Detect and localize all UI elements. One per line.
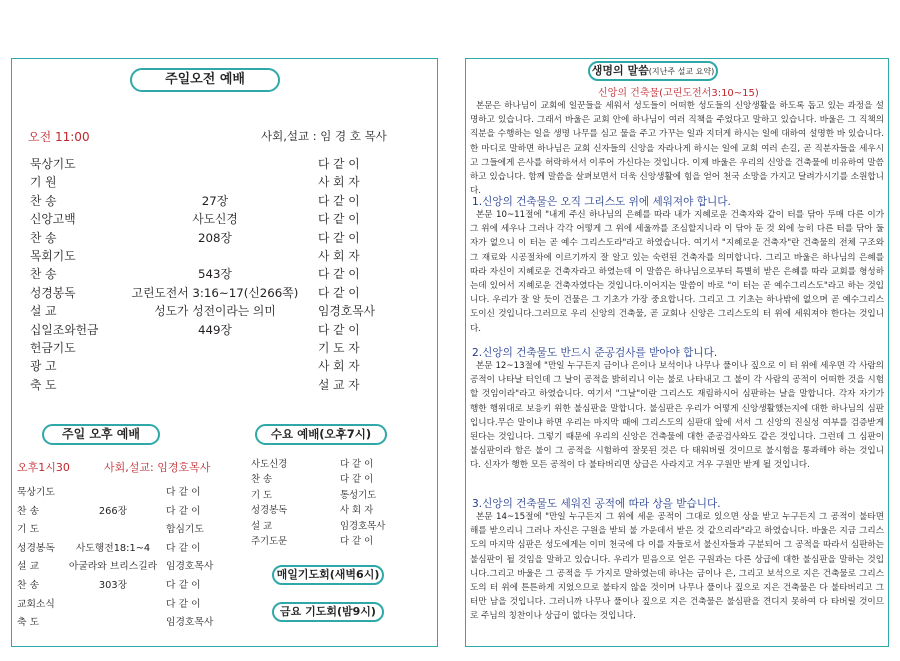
afternoon-order-row-label: 성경봉독	[17, 542, 55, 554]
morning-order-row-label: 십일조와헌금	[30, 322, 99, 337]
sermon-point-1-heading: 1.신앙의 건축물은 오직 그리스도 위에 세워져야 합니다.	[472, 196, 731, 208]
wednesday-order-row-label: 성경봉독	[251, 505, 288, 517]
morning-order-row-leader: 사 회 자	[318, 249, 360, 263]
afternoon-presider: 사회,설교: 임경호목사	[104, 461, 211, 474]
morning-order-row-label: 묵상기도	[30, 157, 76, 171]
morning-order-row-label: 신앙고백	[30, 212, 76, 227]
morning-order-row-leader: 다 같 이	[318, 285, 360, 300]
morning-order-row-label: 찬 송	[30, 230, 57, 245]
afternoon-order-row-label: 찬 송	[17, 505, 40, 517]
wednesday-order-row-leader: 사 회 자	[340, 505, 374, 517]
morning-order-row-leader: 사 회 자	[318, 175, 360, 190]
afternoon-service-title-pill	[42, 424, 160, 445]
morning-order-row-leader: 다 같 이	[318, 157, 360, 171]
wednesday-service-title: 수요 예배(오후7시)	[270, 427, 372, 441]
afternoon-order-row-leader: 다 같 이	[166, 580, 201, 591]
afternoon-order-row-label: 축 도	[17, 617, 40, 629]
wednesday-order-row-leader: 다 같 이	[340, 474, 374, 486]
afternoon-order-row-label: 찬 송	[17, 580, 40, 591]
sermon-title: 생명의 말씀	[591, 64, 649, 77]
afternoon-order-row-label: 묵상기도	[17, 487, 55, 498]
friday-prayer-label: 금요 기도회(밤9시)	[280, 605, 376, 618]
sermon-point-2-body: 본문 12~13절에 "만일 누구든지 금이나 은이나 보석이나 나무나 풀이나 짚으로 이 터 위에 세우면 각 사람의 공적이 나타날 터인데 그 날이 공적을 밝히리니 이는 불로 나타내고 그 불이 각 사람의 공적이 어떠한 것을 시험할 것임이라"라고 하였습니다. 여기서 "그날"이란 그리스도 재림하시어 심판하는 날을 말합니다. 각자 자기가 행한 행위대로 보응키 위한 불심판을 말합니다. 불심판은 우리가 어떻게 신앙생활했는지에 대한 하나님의 심판입니다.무슨 말이냐 하면 우리는 마지막 때에 그리스도의 심판대 앞에 서서 그 신앙의 진실성 여부를 검증받게 된다는 것입니다. 그렇기 때문에 우리의 신앙은 건축물에 대한 준공검사와도 같은 것입니다. 그런데 그 심판이 불심판이라 함은 불이 그 공적을 시험하여 잘못된 것은 다 태워버릴 것이므로 불시험을 통과해야 하는 것입니다. 신자가 행한 모든 공적이 다 불타버리면 상급은 사라지고 겨우 구원만 받게 될 것입니다.	[470, 361, 884, 471]
morning-order-row-label: 기 원	[30, 175, 57, 190]
morning-order-row-detail: 543장	[198, 267, 232, 282]
morning-order-row-label: 헌금기도	[30, 341, 76, 355]
afternoon-order-row-leader: 임경호목사	[166, 561, 214, 573]
sermon-title-pill	[588, 61, 718, 81]
sermon-point-2-heading: 2.신앙의 건축물도 반드시 준공검사를 받아야 합니다.	[472, 347, 718, 359]
morning-order-row-detail: 27장	[201, 193, 229, 208]
morning-service-title: 주일오전 예배	[165, 72, 245, 87]
wednesday-order-row-label: 사도신경	[251, 459, 288, 470]
wednesday-order-row-leader: 다 같 이	[340, 536, 374, 547]
morning-order-row-label: 광 고	[30, 359, 57, 374]
afternoon-order-row-detail: 266장	[98, 505, 128, 517]
wednesday-service-title-pill	[255, 424, 387, 445]
morning-service-title-pill	[130, 68, 280, 92]
wednesday-order-row-label: 기 도	[251, 489, 273, 501]
daily-prayer-pill	[272, 565, 384, 585]
morning-order-row-leader: 기 도 자	[318, 341, 360, 355]
daily-prayer-label: 매일기도회(새벽6시)	[276, 568, 380, 581]
afternoon-order-row-detail: 아굴라와 브리스길라	[68, 561, 158, 573]
wednesday-order-row-label: 주기도문	[251, 536, 288, 547]
afternoon-order-row-leader: 다 같 이	[166, 542, 201, 554]
afternoon-time: 오후1시30	[17, 461, 70, 474]
afternoon-order-row-leader: 다 같 이	[166, 487, 201, 498]
afternoon-order-row-leader: 합심기도	[166, 524, 204, 536]
morning-order-row-detail: 성도가 성전이라는 의미	[154, 304, 276, 319]
wednesday-order-row-leader: 다 같 이	[340, 459, 374, 470]
sermon-point-3-heading: 3.신앙의 건축물도 세워진 공적에 따라 상을 받습니다.	[472, 498, 721, 510]
sermon-point-1-body: 본문 10~11절에 "내게 주신 하나님의 은혜를 따라 내가 지혜로운 건축자와 같이 터를 닦아 두매 다른 이가 그 위에 세우나 그러나 각각 어떻게 그 위에 세울까를 조심할지니라 이 닦아 둔 것 외에 능히 다른 터를 닦아 둘 자가 없으니 이 터는 곧 예수 그리스도라"라고 하였습니다. 여기서 "지혜로운 건축자"란 건축물의 전체 구조와 그 재료와 시공절차에 이르기까지 잘 알고 있는 숙련된 건축자를 의미합니다. 그리고 바울은 하나님의 은혜를 따라 자신이 지혜로운 건축자라고 하였는데 이 말씀은 하나님으로부터 특별히 받은 은혜를 따라 교회를 형성하는데 있어서 지혜로운 건축자였다는 것입니다.이어지는 말씀이 바로 "이 터는 곧 예수그리스도"라고 하는 것입니다. 우리가 잘 알 듯이 건물은 그 기초가 가장 중요합니다. 그리고 그 기초는 하나밖에 없으며 곧 예수그리스도이신 것입니다.그러므로 우리 신앙의 건축물, 곧 교회나 신앙은 그리스도의 터 위에 세워져야 한다는 것입니다.	[470, 210, 884, 334]
morning-order-row-label: 찬 송	[30, 193, 57, 208]
wednesday-order-row-label: 찬 송	[251, 474, 273, 486]
afternoon-order-row-leader: 임경호목사	[166, 617, 214, 629]
morning-order-row-leader: 다 같 이	[318, 230, 360, 245]
wednesday-order-row-leader: 통성기도	[340, 489, 377, 501]
morning-time: 오전 11:00	[28, 130, 90, 144]
afternoon-order-row-detail: 사도행전18:1~4	[75, 542, 151, 554]
morning-order-row-leader: 다 같 이	[318, 193, 360, 208]
morning-order-row-leader: 사 회 자	[318, 359, 360, 374]
morning-order-row-detail: 사도신경	[192, 212, 238, 227]
morning-order-row-label: 찬 송	[30, 267, 57, 282]
friday-prayer-pill	[272, 602, 384, 622]
afternoon-order-row-label: 기 도	[17, 524, 40, 536]
afternoon-order-row-detail: 303장	[98, 580, 128, 591]
morning-order-row-label: 설 교	[30, 304, 57, 319]
afternoon-service-title: 주일 오후 예배	[62, 427, 140, 441]
morning-order-row-label: 목회기도	[30, 249, 76, 263]
sermon-subtitle: 신앙의 건축물(고린도전서3:10~15)	[598, 88, 759, 99]
wednesday-order-row-leader: 임경호목사	[340, 520, 386, 532]
afternoon-order-row-leader: 다 같 이	[166, 505, 201, 517]
sermon-point-3-body: 본문 14~15절에 "만일 누구든지 그 위에 세운 공적이 그대로 있으면 상을 받고 누구든지 그 공적이 불타면 해를 받으리니 그러나 자신은 구원을 받되 불 가운데서 받은 것 같으리라"라고 하였습니다. 바울은 지금 그리스도의 마지막 심판은 성도에게는 이미 천국에 다 이를 자들로서 불신자들과 구분되어 그 공적을 따라서 심판하는 불심판이 될 것임을 말하고 있습니다. 우리가 믿음으로 얻은 구원과는 다른 상급에 대한 불심판을 말하는 것입니다.그리고 바울은 그 공적을 두 가지로 말하였는데 하나는 금이나 은, 그리고 보석으로 지은 건축물로 그리스도의 터 위에 튼튼하게 지었으므로 불타지 않을 것이며 나무나 풀이나 짚으로 지은 건축물은 다 불타버리고 그 터만 남을 것입니다. 그러니까 나무나 풀이나 짚으로 지은 건축물은 불심판을 견디지 못하여 다 타버릴 것이므로 주님의 칭찬이나 상급이 없다는 것입니다.	[470, 512, 884, 622]
morning-order-row-leader: 설 교 자	[318, 377, 360, 392]
morning-order-row-label: 축 도	[30, 377, 57, 392]
morning-order-row-label: 성경봉독	[30, 285, 76, 300]
morning-order-row-detail: 449장	[198, 322, 232, 337]
morning-order-row-leader: 다 같 이	[318, 212, 360, 227]
sermon-title-note: (지난주 설교 요약)	[648, 67, 715, 76]
morning-presider: 사회,설교 : 임 경 호 목사	[261, 129, 387, 143]
sermon-intro: 본문은 하나님이 교회에 일꾼들을 세워서 성도들이 어떠한 성도들의 신앙생활을 하도록 돕고 있는 과정을 설명하고 있습니다. 그래서 바울은 교회 안에 하나님이 여러 직책을 주었다고 말하고 있습니다. 바울은 그 직책의 직분을 수행하는 일을 생명 나무를 심고 물을 주고 가꾸는 일과 지더게 하시는 일에 대하여 설명한 바 있습니다.한 마디로 말하면 하나님은 교회 신자들의 신앙을 자라나게 하시는 일에 교회 여러 손길, 곧 직분자들을 세우시고 그들에게 은사를 허락하셔서 이루어 가신다는 것입니다. 이제 바울은 우리의 신앙을 건축물에 비유하여 말씀하고 있습니다. 함께 말씀을 살펴보면서 더욱 신앙생활에 힘을 얻어 천국 소망을 가지고 달려가시기를 소원합니다.	[470, 101, 884, 197]
afternoon-order-row-label: 설 교	[17, 561, 40, 573]
morning-order-row-leader: 다 같 이	[318, 267, 360, 282]
wednesday-order-row-label: 설 교	[251, 520, 273, 532]
afternoon-order-row-leader: 다 같 이	[166, 598, 201, 610]
afternoon-order-row-label: 교회소식	[17, 598, 55, 610]
morning-order-row-detail: 고린도전서 3:16~17(신266쪽)	[131, 285, 299, 300]
morning-order-row-leader: 임경호목사	[318, 304, 375, 319]
morning-order-row-detail: 208장	[198, 230, 232, 245]
morning-order-row-leader: 다 같 이	[318, 322, 360, 337]
